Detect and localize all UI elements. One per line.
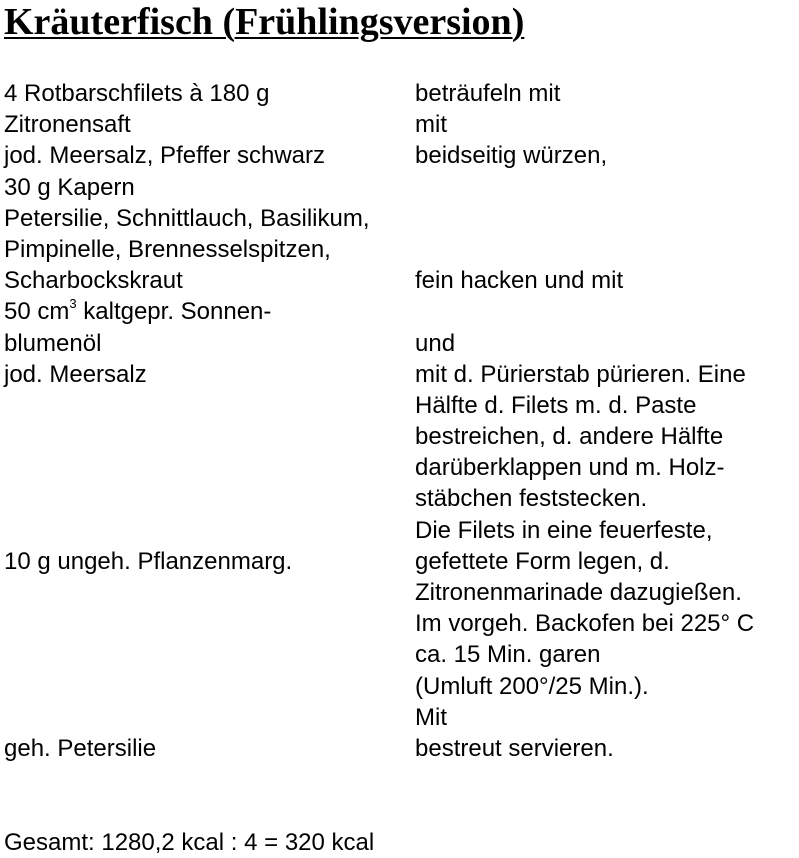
instruction: beträufeln mit [415, 80, 561, 107]
recipe-row [4, 702, 799, 733]
recipe-row [4, 78, 799, 109]
recipe-row [4, 172, 799, 203]
ingredient: 30 g Kapern [4, 173, 135, 201]
instruction: Die Filets in eine feuerfeste, [415, 516, 713, 544]
recipe-row [4, 515, 799, 546]
instruction: Mit [415, 703, 447, 731]
instruction: Im vorgeh. Backofen bei 225° C [415, 610, 755, 638]
recipe-row [4, 140, 799, 171]
recipe-row [4, 203, 799, 234]
recipe-row [4, 608, 799, 639]
recipe-row [4, 452, 799, 483]
ingredient [4, 296, 271, 327]
ingredient: jod. Meersalz, Pfeffer schwarz [4, 142, 326, 170]
ingredient: Scharbockskraut [4, 267, 183, 295]
instruction: (Umluft 200°/25 Min.). [415, 672, 649, 700]
instruction: bestreut servieren. [415, 734, 614, 762]
recipe-row [4, 328, 799, 359]
instruction: mit [415, 111, 447, 139]
instruction: fein hacken und mit [415, 267, 624, 295]
recipe-row [4, 483, 799, 514]
recipe-row [4, 390, 799, 421]
ingredient: 4 Rotbarschfilets à 180 g [4, 80, 270, 107]
instruction: mit d. Pürierstab pürieren. Eine [415, 360, 746, 388]
recipe-body [4, 78, 799, 764]
superscript-unit: 3 [69, 296, 77, 312]
recipe-row [4, 546, 799, 577]
recipe-title: Kräuterfisch (Frühlingsversion) [4, 1, 525, 43]
recipe-row [4, 234, 799, 265]
instruction: darüberklappen und m. Holz- [415, 454, 725, 482]
recipe-row [4, 639, 799, 670]
ingredient: Petersilie, Schnittlauch, Basilikum, [4, 204, 370, 232]
ingredient: geh. Petersilie [4, 734, 157, 762]
ingredient: Pimpinelle, Brennesselspitzen, [4, 235, 331, 263]
ingredient: 10 g ungeh. Pflanzenmarg. [4, 547, 293, 575]
ingredient-amount: 50 cm [4, 298, 70, 326]
recipe-row [4, 671, 799, 702]
ingredient: blumenöl [4, 329, 102, 357]
instruction: bestreichen, d. andere Hälfte [415, 423, 724, 451]
recipe-row [4, 359, 799, 390]
ingredient: Zitronensaft [4, 111, 131, 139]
recipe-row [4, 296, 799, 327]
recipe-row [4, 265, 799, 296]
instruction: gefettete Form legen, d. [415, 547, 670, 575]
recipe-row [4, 733, 799, 764]
instruction: und [415, 329, 456, 357]
recipe-row [4, 577, 799, 608]
ingredient: jod. Meersalz [4, 360, 147, 388]
recipe-row [4, 421, 799, 452]
recipe-row [4, 109, 799, 140]
instruction: beidseitig würzen, [415, 142, 608, 170]
calorie-total: Gesamt: 1280,2 kcal : 4 = 320 kcal [4, 829, 375, 856]
ingredient-name: kaltgepr. Sonnen- [76, 298, 272, 326]
instruction: Hälfte d. Filets m. d. Paste [415, 391, 697, 419]
instruction: ca. 15 Min. garen [415, 641, 601, 669]
instruction: stäbchen feststecken. [415, 485, 648, 513]
instruction: Zitronenmarinade dazugießen. [415, 579, 742, 606]
